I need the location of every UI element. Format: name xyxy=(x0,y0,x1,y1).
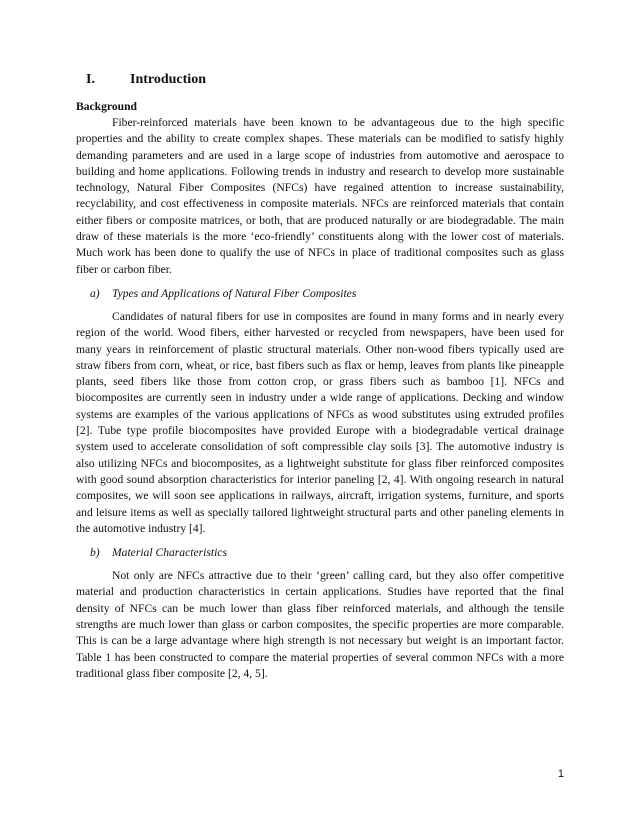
subsection-a-title: Types and Applications of Natural Fiber Composites xyxy=(112,286,357,300)
subsection-b-heading xyxy=(90,546,564,559)
page-content xyxy=(76,72,564,682)
background-heading: Background xyxy=(76,100,137,113)
section-heading xyxy=(86,72,564,88)
section-number: I. xyxy=(86,72,95,87)
section-title: Introduction xyxy=(130,72,206,87)
subsection-b-paragraph: Not only are NFCs attractive due to their ‘green’ calling card, but they also offer competitive material and production characteristics in certain applications. Studies have reported that the final density of NFCs can be much lower than glass fiber reinforced materials, and although the tensile strengths are much lower than glass or carbon composites, the specific properties are more comparable. This is can be a large advantage where high strength is not necessary but weight is an important factor. Table 1 has been constructed to compare the material properties of several common NFCs with a more traditional glass fiber composite [2, 4, 5]. xyxy=(76,569,564,680)
subsection-b-title: Material Characteristics xyxy=(112,546,227,560)
subsection-a-heading xyxy=(90,287,564,300)
subsection-a-label: a) xyxy=(90,286,100,300)
subsection-b-label: b) xyxy=(90,546,100,560)
subsection-a-paragraph: Candidates of natural fibers for use in composites are found in many forms and in nearly every region of the world. Wood fibers, either harvested or recycled from newspapers, have been used for many years in reinforcement of plastic structural materials. Other non-wood fibers typically used are straw fibers from corn, wheat, or rice, bast fibers such as flax or hemp, leaves from plants like pineapple plants, seed fibers like those from cotton crop, or grass fibers such as bamboo [1]. NFCs and biocomposites are currently seen in industry under a wide range of applications. Decking and window systems are examples of the various applications of NFCs as wood substitutes using extruded profiles [2]. Tube type profile biocomposites have provided Europe with a biodegradable vertical drainage system used to accelerate consolidation of soft compressible clay soils [3]. The automotive industry is also utilizing NFCs and biocomposites, as a lightweight substitute for glass fiber reinforced composites with good sound absorption characteristics for interior paneling [2, 4]. With ongoing research in natural composites, we will soon see applications in railways, aircraft, irrigation systems, furniture, and sports and leisure items as well as specially tailored lightweight structural parts and other paneling elements in the automotive industry [4]. xyxy=(76,309,564,535)
background-paragraph: Fiber-reinforced materials have been known to be advantageous due to the high specific properties and the ability to create complex shapes. These materials can be modified to satisfy highly demanding parameters and are used in a large scope of industries from automotive and aerospace to building and home applications. Following trends in industry and research to develop more sustainable technology, Natural Fiber Composites (NFCs) have regained attention to increase sustainability, recyclability, and cost effectiveness in composite materials. NFCs are reinforced materials that contain either fibers or composite matrices, or both, that are produced naturally or are biodegradable. The main draw of these materials is the more ‘eco-friendly’ constituents along with the lower cost of materials. Much work has been done to qualify the use of NFCs in place of traditional composites such as glass fiber or carbon fiber. xyxy=(76,116,564,276)
page-number: 1 xyxy=(557,768,564,780)
